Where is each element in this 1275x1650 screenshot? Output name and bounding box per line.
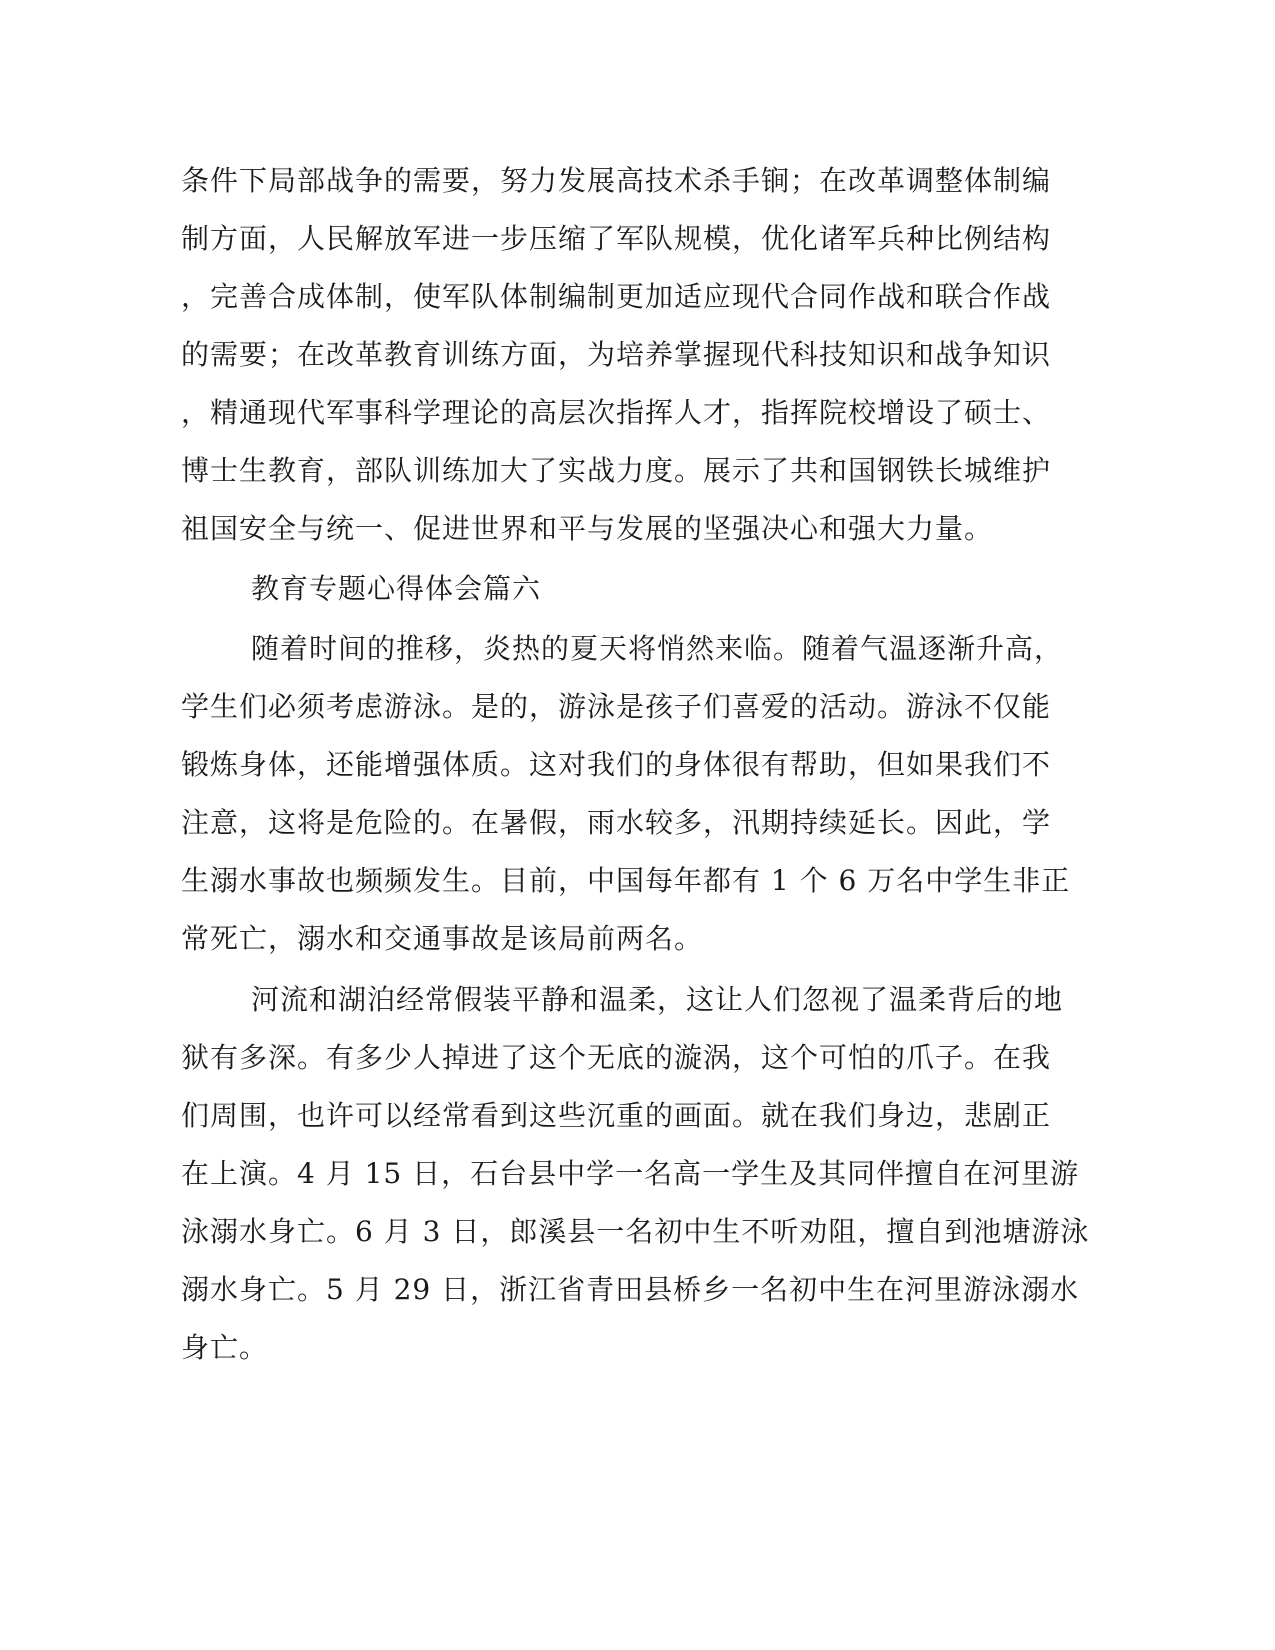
section-heading: 教育专题心得体会篇六 (251, 572, 542, 605)
text-line: 锻炼身体，还能增强体质。这对我们的身体很有帮助，但如果我们不 (181, 748, 1052, 781)
text-line: 们周围，也许可以经常看到这些沉重的画面。就在我们身边，悲剧正 (181, 1099, 1052, 1132)
text-line: ，完善合成体制，使军队体制编制更加适应现代合同作战和联合作战 (181, 280, 1052, 313)
text-line: 泳溺水身亡。6 月 3 日，郎溪县一名初中生不听劝阻，擅自到池塘游泳 (181, 1215, 1090, 1248)
text-line: 制方面，人民解放军进一步压缩了军队规模，优化诸军兵种比例结构 (181, 222, 1052, 255)
text-line: 河流和湖泊经常假装平静和温柔，这让人们忽视了温柔背后的地 (251, 983, 1064, 1016)
text-line: 身亡。 (181, 1331, 269, 1364)
text-line: 狱有多深。有多少人掉进了这个无底的漩涡，这个可怕的爪子。在我 (181, 1041, 1052, 1074)
text-line: 注意，这将是危险的。在暑假，雨水较多，汛期持续延长。因此，学 (181, 806, 1052, 839)
text-line: 学生们必须考虑游泳。是的，游泳是孩子们喜爱的活动。游泳不仅能 (181, 690, 1052, 723)
text-line: 生溺水事故也频频发生。目前，中国每年都有 1 个 6 万名中学生非正 (181, 864, 1071, 897)
text-line: 博士生教育，部队训练加大了实战力度。展示了共和国钢铁长城维护 (181, 454, 1052, 487)
text-line: 常死亡，溺水和交通事故是该局前两名。 (181, 922, 704, 955)
text-line: 在上演。4 月 15 日，石台县中学一名高一学生及其同伴擅自在河里游 (181, 1157, 1080, 1190)
text-line: 祖国安全与统一、促进世界和平与发展的坚强决心和强大力量。 (181, 512, 994, 545)
text-line: 溺水身亡。5 月 29 日，浙江省青田县桥乡一名初中生在河里游泳溺水 (181, 1273, 1080, 1306)
text-line: 的需要；在改革教育训练方面，为培养掌握现代科技知识和战争知识 (181, 338, 1052, 371)
text-line: 随着时间的推移，炎热的夏天将悄然来临。随着气温逐渐升高， (251, 632, 1064, 665)
text-line: ，精通现代军事科学理论的高层次指挥人才，指挥院校增设了硕士、 (181, 396, 1052, 429)
text-line: 条件下局部战争的需要，努力发展高技术杀手锏；在改革调整体制编 (181, 164, 1052, 197)
